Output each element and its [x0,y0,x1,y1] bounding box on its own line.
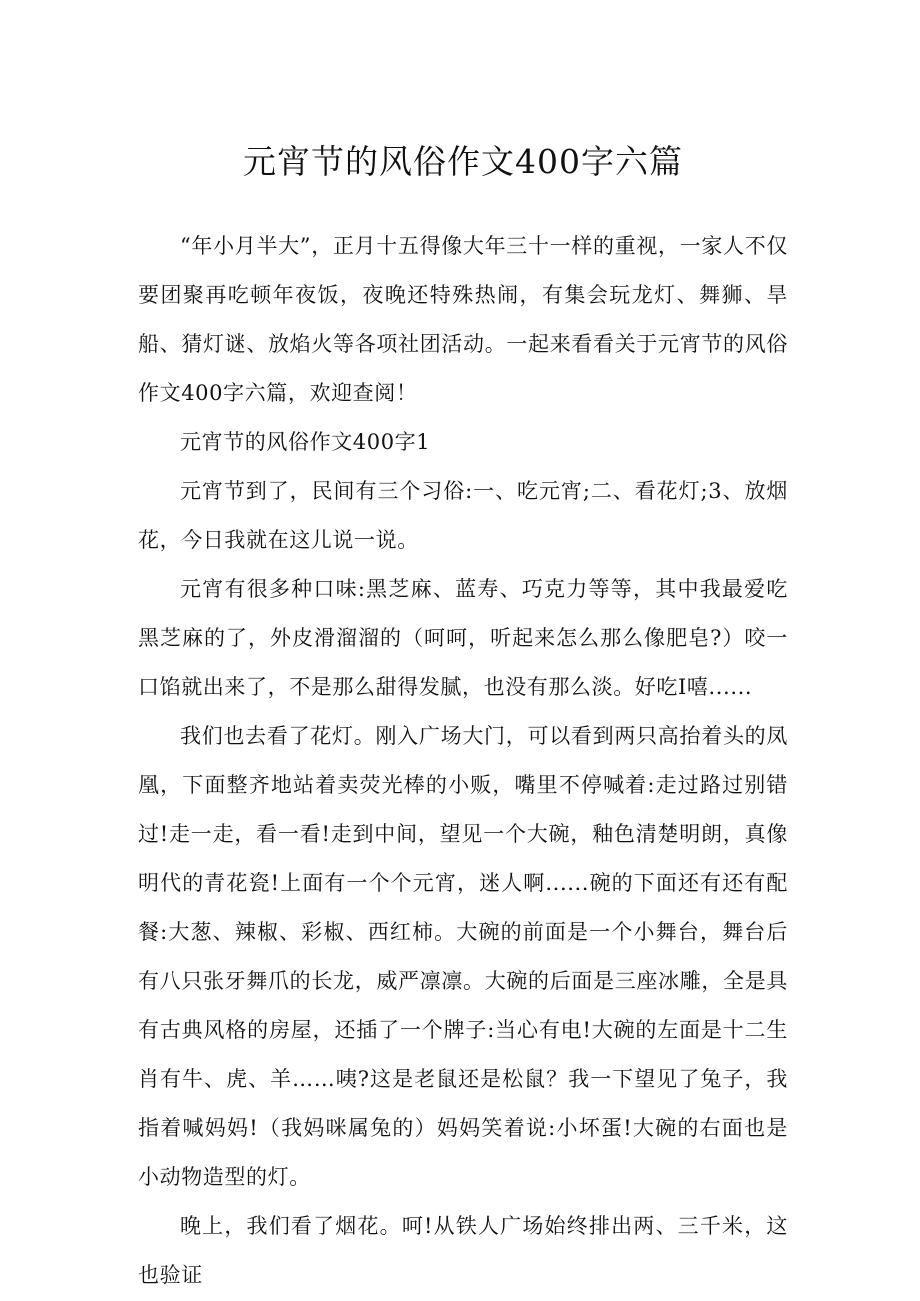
body-paragraph: 我们也去看了花灯。刚入广场大门，可以看到两只高抬着头的凤凰，下面整齐地站着卖荧光棒的小贩，嘴里不停喊着:走过路过别错过!走一走，看一看!走到中间，望见一个大碗，釉色清楚明朗，真像明代的青花瓷!上面有一个个元宵，迷人啊......碗的下面还有还有配餐:大葱、辣椒、彩椒、西红柿。大碗的前面是一个小舞台，舞台后有八只张牙舞爪的长龙，威严凛凛。大碗的后面是三座冰雕，全是具有古典风格的房屋，还插了一个牌子:当心有电!大碗的左面是十二生肖有牛、虎、羊……咦?这是老鼠还是松鼠？我一下望见了兔子，我指着喊妈妈!（我妈咪属兔的）妈妈笑着说:小坏蛋!大碗的右面也是小动物造型的灯。 [138,724,788,1189]
body-paragraph: 元宵有很多种口味:黑芝麻、蓝寿、巧克力等等，其中我最爱吃黑芝麻的了，外皮滑溜溜的（呵呵，听起来怎么那么像肥皂?）咬一口馅就出来了，不是那么甜得发腻，也没有那么淡。好吃I嘻...... [138,577,788,699]
intro-paragraph: “年小月半大”，正月十五得像大年三十一样的重视，一家人不仅要团聚再吃顿年夜饭，夜晚还特殊热闹，有集会玩龙灯、舞狮、旱船、猜灯谜、放焰火等各项社团活动。一起来看看关于元宵节的风俗作文400字六篇，欢迎查阅！ [138,234,788,405]
section-heading: 元宵节的风俗作文400字1 [180,430,431,454]
body-paragraph: 晚上，我们看了烟花。呵!从铁人广场始终排出两、三千米，这也验证 [138,1214,788,1287]
body-paragraph: 元宵节到了，民间有三个习俗:一、吃元宵;二、看花灯;3、放烟花，今日我就在这儿说一说。 [138,479,788,552]
document-title: 元宵节的风俗作文400字六篇 [243,142,683,181]
